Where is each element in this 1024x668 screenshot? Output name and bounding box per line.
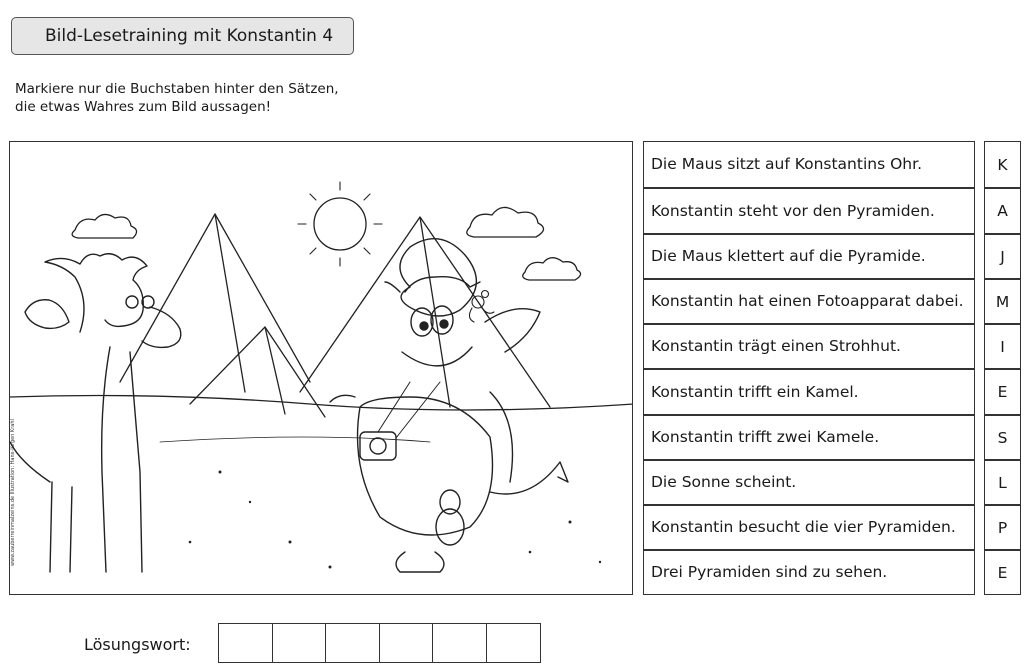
statement-row: Konstantin trifft zwei Kamele. — [643, 415, 975, 460]
solution-letter-box[interactable] — [487, 624, 541, 662]
illustration-frame — [9, 141, 633, 595]
dragon-konstantin — [330, 239, 568, 572]
statement-row: Konstantin hat einen Fotoapparat dabei. — [643, 279, 975, 324]
instruction-line-2: die etwas Wahres zum Bild aussagen! — [15, 99, 272, 115]
statement-row: Konstantin besucht die vier Pyramiden. — [643, 505, 975, 550]
illustration-credit: www.zauberreinmalzeins.de Illustration: Hans-Jürgen Krahl — [10, 419, 16, 566]
statement-letter-box[interactable]: P — [984, 505, 1021, 550]
statement-letter-box[interactable]: J — [984, 234, 1021, 279]
statement-letter-box[interactable]: K — [984, 141, 1021, 188]
worksheet-title: Bild-Lesetraining mit Konstantin 4 — [11, 17, 354, 55]
statement-row: Die Sonne scheint. — [643, 460, 975, 505]
statement-letter-box[interactable]: E — [984, 369, 1021, 415]
pyramid-right — [300, 217, 550, 407]
statement-row: Konstantin trägt einen Strohhut. — [643, 324, 975, 369]
statement-letter-box[interactable]: A — [984, 188, 1021, 234]
statement-letter-box[interactable]: E — [984, 550, 1021, 595]
statement-letter-box[interactable]: M — [984, 279, 1021, 324]
statement-row: Konstantin trifft ein Kamel. — [643, 369, 975, 415]
instruction-line-1: Markiere nur die Buchstaben hinter den Sätzen, — [15, 81, 339, 97]
statement-row: Die Maus sitzt auf Konstantins Ohr. — [643, 141, 975, 188]
solution-word-boxes — [218, 623, 541, 663]
statement-letter-box[interactable]: S — [984, 415, 1021, 460]
statement-row: Konstantin steht vor den Pyramiden. — [643, 188, 975, 234]
desert-scene-illustration — [10, 142, 633, 595]
statement-row: Drei Pyramiden sind zu sehen. — [643, 550, 975, 595]
solution-letter-box[interactable] — [219, 624, 273, 662]
instruction-text — [15, 80, 339, 116]
statement-letter-box[interactable]: L — [984, 460, 1021, 505]
solution-word-label: Lösungswort: — [84, 635, 191, 654]
statement-row: Die Maus klettert auf die Pyramide. — [643, 234, 975, 279]
sun — [298, 182, 382, 266]
solution-letter-box[interactable] — [273, 624, 327, 662]
solution-letter-box[interactable] — [433, 624, 487, 662]
camel — [10, 254, 181, 572]
pyramid-left — [120, 214, 310, 392]
solution-letter-box[interactable] — [326, 624, 380, 662]
solution-letter-box[interactable] — [380, 624, 434, 662]
statement-letter-box[interactable]: I — [984, 324, 1021, 369]
